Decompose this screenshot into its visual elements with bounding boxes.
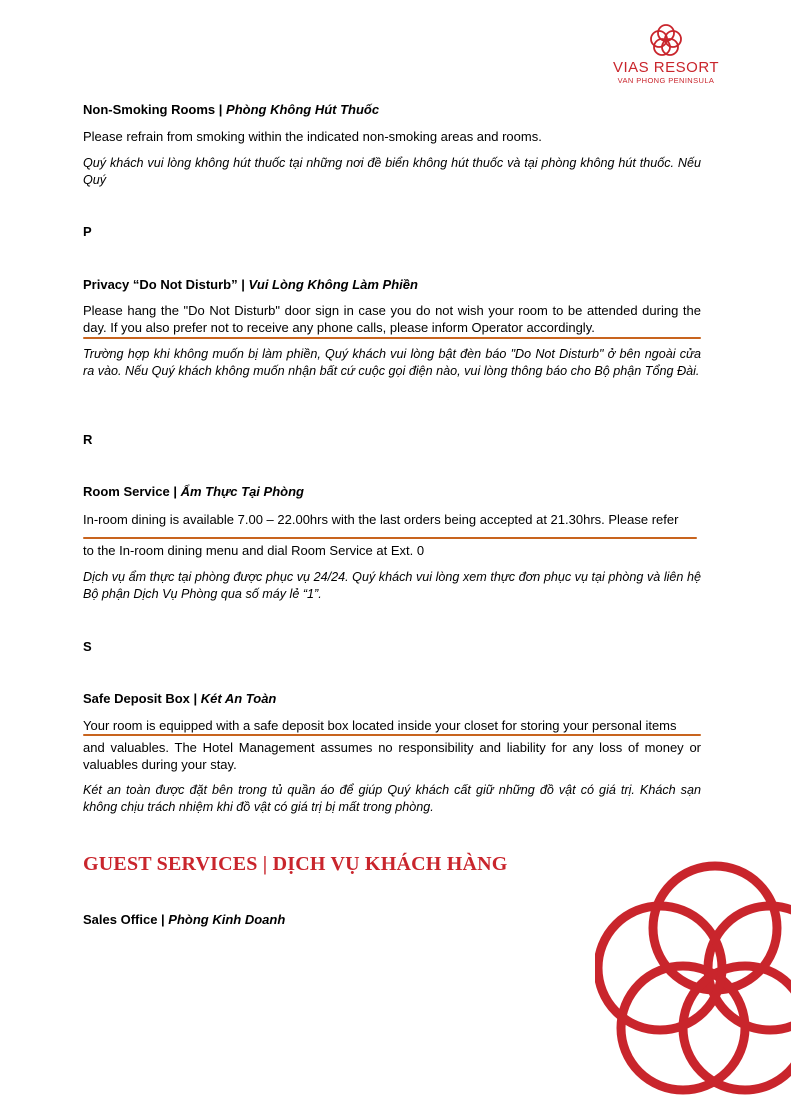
room-service-text-vi: Dịch vụ ẩm thực tại phòng được phục vụ 24/24. Quý khách vui lòng xem thực đơn phục vụ tại phòng và liên hệ Bộ phận Dịch Vụ Phòng qua số máy lẻ “1”. [83,570,701,601]
index-letter-s: S [83,639,92,654]
non-smoking-text-en: Please refrain from smoking within the indicated non-smoking areas and rooms. [83,129,542,144]
privacy-text-vi: Trường hợp khi không muốn bị làm phiền, Quý khách vui lòng bật đèn báo "Do Not Disturb" ở bên ngoài cửa ra vào. Nếu Quý khách không muốn nhận bất cứ cuộc gọi điện nào, vui lòng thông báo cho Bộ phận Tổng Đài. [83,347,701,378]
index-letter-r: R [83,432,93,447]
flower-logo-icon [646,22,686,58]
logo-subtitle: VAN PHONG PENINSULA [617,76,715,85]
index-letter-p: P [83,224,92,239]
guest-services-title: GUEST SERVICES | DỊCH VỤ KHÁCH HÀNG [83,853,508,875]
underline-divider [83,337,701,339]
heading-privacy: Privacy “Do Not Disturb” | Vui Lòng Không Làm Phiền [83,277,418,292]
heading-room-service: Room Service | Ẩm Thực Tại Phòng [83,484,304,499]
resort-logo [600,22,732,92]
underline-divider [83,734,701,736]
heading-sales-office: Sales Office | Phòng Kinh Doanh [83,912,286,927]
privacy-text-en: Please hang the "Do Not Disturb" door sign in case you do not wish your room to be attended during the day. If you also prefer not to receive any phone calls, please inform Operator accordingly. [83,303,701,335]
underline-divider [83,537,697,539]
safe-box-text-vi: Két an toàn được đặt bên trong tủ quần áo để giúp Quý khách cất giữ những đồ vật có giá trị. Khách sạn không chịu trách nhiệm khi đồ vật có giá trị bị mất trong phòng. [83,783,701,814]
non-smoking-text-vi: Quý khách vui lòng không hút thuốc tại những nơi đề biển không hút thuốc và tại phòng không hút thuốc. Nếu Quý [83,156,701,187]
logo-name: VIAS RESORT [612,59,720,76]
room-service-text-en-1: In-room dining is available 7.00 – 22.00hrs with the last orders being accepted at 21.30hrs. Please refer [83,512,679,527]
decorative-flower-icon [595,858,791,1098]
heading-safe-box: Safe Deposit Box | Két An Toàn [83,691,277,706]
heading-non-smoking: Non-Smoking Rooms | Phòng Không Hút Thuốc [83,102,380,117]
room-service-text-en-2: to the In-room dining menu and dial Room Service at Ext. 0 [83,543,425,558]
safe-box-text-en-1: Your room is equipped with a safe deposit box located inside your closet for storing your personal items [83,718,677,733]
safe-box-text-en-2: and valuables. The Hotel Management assumes no responsibility and liability for any loss of money or valuables during your stay. [83,740,701,772]
